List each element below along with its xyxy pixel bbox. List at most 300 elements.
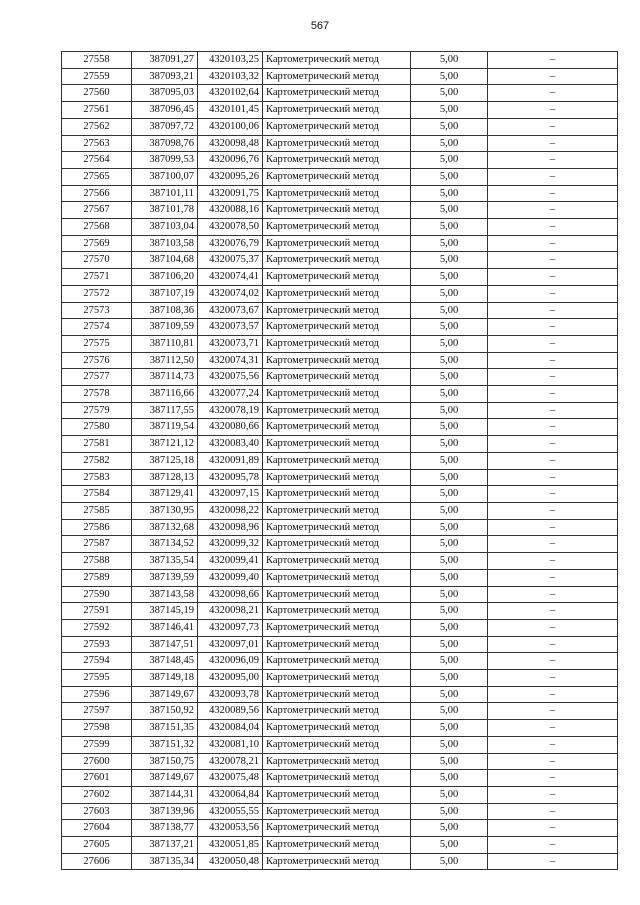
- point-number-cell: 27587: [62, 536, 132, 553]
- table-row: [62, 837, 618, 854]
- y-coordinate-cell: 4320103,25: [198, 52, 263, 69]
- accuracy-cell: 5,00: [411, 736, 488, 753]
- accuracy-cell: 5,00: [411, 837, 488, 854]
- description-cell: –: [488, 419, 618, 436]
- x-coordinate-cell: 387134,52: [132, 536, 198, 553]
- table-row: [62, 335, 618, 352]
- point-number-cell: 27601: [62, 770, 132, 787]
- method-cell: Картометрический метод: [263, 636, 411, 653]
- table-row: [62, 102, 618, 119]
- method-cell: Картометрический метод: [263, 118, 411, 135]
- method-cell: Картометрический метод: [263, 686, 411, 703]
- method-cell: Картометрический метод: [263, 853, 411, 870]
- y-coordinate-cell: 4320084,04: [198, 720, 263, 737]
- y-coordinate-cell: 4320076,79: [198, 235, 263, 252]
- table-row: [62, 736, 618, 753]
- y-coordinate-cell: 4320097,15: [198, 486, 263, 503]
- table-row: [62, 269, 618, 286]
- accuracy-cell: 5,00: [411, 185, 488, 202]
- method-cell: Картометрический метод: [263, 252, 411, 269]
- accuracy-cell: 5,00: [411, 402, 488, 419]
- y-coordinate-cell: 4320101,45: [198, 102, 263, 119]
- y-coordinate-cell: 4320093,78: [198, 686, 263, 703]
- description-cell: –: [488, 703, 618, 720]
- y-coordinate-cell: 4320081,10: [198, 736, 263, 753]
- description-cell: –: [488, 853, 618, 870]
- x-coordinate-cell: 387112,50: [132, 352, 198, 369]
- y-coordinate-cell: 4320073,67: [198, 302, 263, 319]
- point-number-cell: 27565: [62, 168, 132, 185]
- x-coordinate-cell: 387139,59: [132, 569, 198, 586]
- description-cell: –: [488, 753, 618, 770]
- accuracy-cell: 5,00: [411, 720, 488, 737]
- method-cell: Картометрический метод: [263, 670, 411, 687]
- x-coordinate-cell: 387130,95: [132, 502, 198, 519]
- description-cell: –: [488, 586, 618, 603]
- x-coordinate-cell: 387096,45: [132, 102, 198, 119]
- y-coordinate-cell: 4320073,71: [198, 335, 263, 352]
- x-coordinate-cell: 387146,41: [132, 619, 198, 636]
- x-coordinate-cell: 387144,31: [132, 786, 198, 803]
- point-number-cell: 27576: [62, 352, 132, 369]
- x-coordinate-cell: 387129,41: [132, 486, 198, 503]
- table-row: [62, 135, 618, 152]
- accuracy-cell: 5,00: [411, 502, 488, 519]
- x-coordinate-cell: 387148,45: [132, 653, 198, 670]
- table-row: [62, 803, 618, 820]
- y-coordinate-cell: 4320078,19: [198, 402, 263, 419]
- table-row: [62, 686, 618, 703]
- description-cell: –: [488, 486, 618, 503]
- table-row: [62, 235, 618, 252]
- method-cell: Картометрический метод: [263, 419, 411, 436]
- table-row: [62, 352, 618, 369]
- y-coordinate-cell: 4320074,31: [198, 352, 263, 369]
- table-row: [62, 68, 618, 85]
- method-cell: Картометрический метод: [263, 452, 411, 469]
- y-coordinate-cell: 4320075,48: [198, 770, 263, 787]
- point-number-cell: 27590: [62, 586, 132, 603]
- description-cell: –: [488, 452, 618, 469]
- accuracy-cell: 5,00: [411, 319, 488, 336]
- table-row: [62, 519, 618, 536]
- description-cell: –: [488, 603, 618, 620]
- accuracy-cell: 5,00: [411, 452, 488, 469]
- table-row: [62, 168, 618, 185]
- x-coordinate-cell: 387150,75: [132, 753, 198, 770]
- y-coordinate-cell: 4320073,57: [198, 319, 263, 336]
- description-cell: –: [488, 770, 618, 787]
- point-number-cell: 27599: [62, 736, 132, 753]
- description-cell: –: [488, 536, 618, 553]
- method-cell: Картометрический метод: [263, 185, 411, 202]
- point-number-cell: 27566: [62, 185, 132, 202]
- accuracy-cell: 5,00: [411, 686, 488, 703]
- y-coordinate-cell: 4320055,55: [198, 803, 263, 820]
- method-cell: Картометрический метод: [263, 402, 411, 419]
- table-row: [62, 369, 618, 386]
- x-coordinate-cell: 387150,92: [132, 703, 198, 720]
- point-number-cell: 27596: [62, 686, 132, 703]
- accuracy-cell: 5,00: [411, 335, 488, 352]
- accuracy-cell: 5,00: [411, 820, 488, 837]
- description-cell: –: [488, 402, 618, 419]
- description-cell: –: [488, 235, 618, 252]
- x-coordinate-cell: 387128,13: [132, 469, 198, 486]
- description-cell: –: [488, 569, 618, 586]
- x-coordinate-cell: 387151,32: [132, 736, 198, 753]
- y-coordinate-cell: 4320074,02: [198, 285, 263, 302]
- x-coordinate-cell: 387100,07: [132, 168, 198, 185]
- y-coordinate-cell: 4320078,21: [198, 753, 263, 770]
- description-cell: –: [488, 837, 618, 854]
- method-cell: Картометрический метод: [263, 352, 411, 369]
- y-coordinate-cell: 4320075,37: [198, 252, 263, 269]
- table-row: [62, 469, 618, 486]
- point-number-cell: 27561: [62, 102, 132, 119]
- accuracy-cell: 5,00: [411, 68, 488, 85]
- description-cell: –: [488, 52, 618, 69]
- point-number-cell: 27578: [62, 386, 132, 403]
- method-cell: Картометрический метод: [263, 553, 411, 570]
- point-number-cell: 27570: [62, 252, 132, 269]
- point-number-cell: 27606: [62, 853, 132, 870]
- table-row: [62, 252, 618, 269]
- x-coordinate-cell: 387145,19: [132, 603, 198, 620]
- table-row: [62, 185, 618, 202]
- y-coordinate-cell: 4320095,78: [198, 469, 263, 486]
- description-cell: –: [488, 670, 618, 687]
- y-coordinate-cell: 4320098,66: [198, 586, 263, 603]
- y-coordinate-cell: 4320103,32: [198, 68, 263, 85]
- point-number-cell: 27584: [62, 486, 132, 503]
- y-coordinate-cell: 4320096,76: [198, 152, 263, 169]
- table-row: [62, 386, 618, 403]
- accuracy-cell: 5,00: [411, 653, 488, 670]
- point-number-cell: 27568: [62, 219, 132, 236]
- y-coordinate-cell: 4320091,75: [198, 185, 263, 202]
- accuracy-cell: 5,00: [411, 135, 488, 152]
- description-cell: –: [488, 653, 618, 670]
- x-coordinate-cell: 387114,73: [132, 369, 198, 386]
- accuracy-cell: 5,00: [411, 269, 488, 286]
- accuracy-cell: 5,00: [411, 670, 488, 687]
- x-coordinate-cell: 387139,96: [132, 803, 198, 820]
- y-coordinate-cell: 4320077,24: [198, 386, 263, 403]
- method-cell: Картометрический метод: [263, 369, 411, 386]
- coordinates-table: [61, 51, 618, 870]
- accuracy-cell: 5,00: [411, 753, 488, 770]
- accuracy-cell: 5,00: [411, 786, 488, 803]
- table-row: [62, 619, 618, 636]
- accuracy-cell: 5,00: [411, 302, 488, 319]
- method-cell: Картометрический метод: [263, 753, 411, 770]
- table-row: [62, 703, 618, 720]
- table-row: [62, 402, 618, 419]
- method-cell: Картометрический метод: [263, 152, 411, 169]
- table-row: [62, 653, 618, 670]
- accuracy-cell: 5,00: [411, 419, 488, 436]
- description-cell: –: [488, 102, 618, 119]
- table-row: [62, 202, 618, 219]
- x-coordinate-cell: 387143,58: [132, 586, 198, 603]
- method-cell: Картометрический метод: [263, 386, 411, 403]
- accuracy-cell: 5,00: [411, 619, 488, 636]
- accuracy-cell: 5,00: [411, 168, 488, 185]
- table-row: [62, 753, 618, 770]
- description-cell: –: [488, 736, 618, 753]
- method-cell: Картометрический метод: [263, 202, 411, 219]
- y-coordinate-cell: 4320091,89: [198, 452, 263, 469]
- accuracy-cell: 5,00: [411, 369, 488, 386]
- x-coordinate-cell: 387147,51: [132, 636, 198, 653]
- method-cell: Картометрический метод: [263, 302, 411, 319]
- point-number-cell: 27582: [62, 452, 132, 469]
- y-coordinate-cell: 4320080,66: [198, 419, 263, 436]
- point-number-cell: 27593: [62, 636, 132, 653]
- y-coordinate-cell: 4320098,21: [198, 603, 263, 620]
- x-coordinate-cell: 387151,35: [132, 720, 198, 737]
- x-coordinate-cell: 387116,66: [132, 386, 198, 403]
- description-cell: –: [488, 469, 618, 486]
- y-coordinate-cell: 4320097,73: [198, 619, 263, 636]
- table-row: [62, 452, 618, 469]
- y-coordinate-cell: 4320098,96: [198, 519, 263, 536]
- table-row: [62, 219, 618, 236]
- y-coordinate-cell: 4320064,84: [198, 786, 263, 803]
- table-row: [62, 118, 618, 135]
- method-cell: Картометрический метод: [263, 586, 411, 603]
- description-cell: –: [488, 519, 618, 536]
- accuracy-cell: 5,00: [411, 553, 488, 570]
- method-cell: Картометрический метод: [263, 519, 411, 536]
- x-coordinate-cell: 387125,18: [132, 452, 198, 469]
- method-cell: Картометрический метод: [263, 837, 411, 854]
- table-row: [62, 285, 618, 302]
- point-number-cell: 27597: [62, 703, 132, 720]
- table-row: [62, 152, 618, 169]
- method-cell: Картометрический метод: [263, 720, 411, 737]
- method-cell: Картометрический метод: [263, 536, 411, 553]
- y-coordinate-cell: 4320102,64: [198, 85, 263, 102]
- table-row: [62, 770, 618, 787]
- table-row: [62, 603, 618, 620]
- accuracy-cell: 5,00: [411, 803, 488, 820]
- point-number-cell: 27577: [62, 369, 132, 386]
- method-cell: Картометрический метод: [263, 502, 411, 519]
- table-row: [62, 486, 618, 503]
- method-cell: Картометрический метод: [263, 736, 411, 753]
- accuracy-cell: 5,00: [411, 85, 488, 102]
- point-number-cell: 27591: [62, 603, 132, 620]
- description-cell: –: [488, 820, 618, 837]
- table-row: [62, 502, 618, 519]
- accuracy-cell: 5,00: [411, 586, 488, 603]
- table-row: [62, 85, 618, 102]
- x-coordinate-cell: 387138,77: [132, 820, 198, 837]
- table-row: [62, 853, 618, 870]
- point-number-cell: 27585: [62, 502, 132, 519]
- method-cell: Картометрический метод: [263, 569, 411, 586]
- description-cell: –: [488, 335, 618, 352]
- point-number-cell: 27564: [62, 152, 132, 169]
- accuracy-cell: 5,00: [411, 252, 488, 269]
- description-cell: –: [488, 369, 618, 386]
- accuracy-cell: 5,00: [411, 352, 488, 369]
- x-coordinate-cell: 387110,81: [132, 335, 198, 352]
- table-row: [62, 636, 618, 653]
- y-coordinate-cell: 4320089,56: [198, 703, 263, 720]
- accuracy-cell: 5,00: [411, 486, 488, 503]
- accuracy-cell: 5,00: [411, 436, 488, 453]
- method-cell: Картометрический метод: [263, 168, 411, 185]
- point-number-cell: 27595: [62, 670, 132, 687]
- point-number-cell: 27604: [62, 820, 132, 837]
- y-coordinate-cell: 4320053,56: [198, 820, 263, 837]
- method-cell: Картометрический метод: [263, 102, 411, 119]
- description-cell: –: [488, 553, 618, 570]
- x-coordinate-cell: 387098,76: [132, 135, 198, 152]
- table-row: [62, 820, 618, 837]
- y-coordinate-cell: 4320098,22: [198, 502, 263, 519]
- x-coordinate-cell: 387107,19: [132, 285, 198, 302]
- accuracy-cell: 5,00: [411, 603, 488, 620]
- y-coordinate-cell: 4320099,40: [198, 569, 263, 586]
- description-cell: –: [488, 786, 618, 803]
- x-coordinate-cell: 387101,78: [132, 202, 198, 219]
- x-coordinate-cell: 387132,68: [132, 519, 198, 536]
- point-number-cell: 27573: [62, 302, 132, 319]
- point-number-cell: 27592: [62, 619, 132, 636]
- accuracy-cell: 5,00: [411, 770, 488, 787]
- table-row: [62, 536, 618, 553]
- accuracy-cell: 5,00: [411, 52, 488, 69]
- point-number-cell: 27600: [62, 753, 132, 770]
- accuracy-cell: 5,00: [411, 536, 488, 553]
- x-coordinate-cell: 387117,55: [132, 402, 198, 419]
- method-cell: Картометрический метод: [263, 219, 411, 236]
- description-cell: –: [488, 319, 618, 336]
- accuracy-cell: 5,00: [411, 285, 488, 302]
- description-cell: –: [488, 686, 618, 703]
- table-row: [62, 436, 618, 453]
- y-coordinate-cell: 4320083,40: [198, 436, 263, 453]
- x-coordinate-cell: 387091,27: [132, 52, 198, 69]
- description-cell: –: [488, 636, 618, 653]
- accuracy-cell: 5,00: [411, 386, 488, 403]
- point-number-cell: 27575: [62, 335, 132, 352]
- accuracy-cell: 5,00: [411, 853, 488, 870]
- point-number-cell: 27563: [62, 135, 132, 152]
- table-row: [62, 52, 618, 69]
- point-number-cell: 27558: [62, 52, 132, 69]
- point-number-cell: 27588: [62, 553, 132, 570]
- description-cell: –: [488, 68, 618, 85]
- accuracy-cell: 5,00: [411, 469, 488, 486]
- description-cell: –: [488, 302, 618, 319]
- point-number-cell: 27580: [62, 419, 132, 436]
- y-coordinate-cell: 4320050,48: [198, 853, 263, 870]
- y-coordinate-cell: 4320097,01: [198, 636, 263, 653]
- accuracy-cell: 5,00: [411, 118, 488, 135]
- description-cell: –: [488, 269, 618, 286]
- x-coordinate-cell: 387109,59: [132, 319, 198, 336]
- x-coordinate-cell: 387106,20: [132, 269, 198, 286]
- method-cell: Картометрический метод: [263, 603, 411, 620]
- accuracy-cell: 5,00: [411, 102, 488, 119]
- table-body: [62, 52, 618, 870]
- x-coordinate-cell: 387135,54: [132, 553, 198, 570]
- description-cell: –: [488, 152, 618, 169]
- accuracy-cell: 5,00: [411, 152, 488, 169]
- y-coordinate-cell: 4320099,41: [198, 553, 263, 570]
- method-cell: Картометрический метод: [263, 52, 411, 69]
- table-row: [62, 786, 618, 803]
- x-coordinate-cell: 387097,72: [132, 118, 198, 135]
- x-coordinate-cell: 387108,36: [132, 302, 198, 319]
- accuracy-cell: 5,00: [411, 219, 488, 236]
- method-cell: Картометрический метод: [263, 85, 411, 102]
- method-cell: Картометрический метод: [263, 135, 411, 152]
- x-coordinate-cell: 387137,21: [132, 837, 198, 854]
- description-cell: –: [488, 803, 618, 820]
- point-number-cell: 27569: [62, 235, 132, 252]
- y-coordinate-cell: 4320095,26: [198, 168, 263, 185]
- y-coordinate-cell: 4320075,56: [198, 369, 263, 386]
- description-cell: –: [488, 619, 618, 636]
- method-cell: Картометрический метод: [263, 285, 411, 302]
- method-cell: Картометрический метод: [263, 235, 411, 252]
- description-cell: –: [488, 436, 618, 453]
- x-coordinate-cell: 387103,04: [132, 219, 198, 236]
- method-cell: Картометрический метод: [263, 486, 411, 503]
- description-cell: –: [488, 85, 618, 102]
- table-row: [62, 419, 618, 436]
- method-cell: Картометрический метод: [263, 436, 411, 453]
- table-row: [62, 569, 618, 586]
- x-coordinate-cell: 387101,11: [132, 185, 198, 202]
- method-cell: Картометрический метод: [263, 820, 411, 837]
- point-number-cell: 27579: [62, 402, 132, 419]
- point-number-cell: 27589: [62, 569, 132, 586]
- description-cell: –: [488, 285, 618, 302]
- point-number-cell: 27603: [62, 803, 132, 820]
- table-row: [62, 720, 618, 737]
- accuracy-cell: 5,00: [411, 703, 488, 720]
- accuracy-cell: 5,00: [411, 569, 488, 586]
- point-number-cell: 27586: [62, 519, 132, 536]
- x-coordinate-cell: 387149,67: [132, 770, 198, 787]
- description-cell: –: [488, 502, 618, 519]
- point-number-cell: 27602: [62, 786, 132, 803]
- point-number-cell: 27562: [62, 118, 132, 135]
- description-cell: –: [488, 219, 618, 236]
- method-cell: Картометрический метод: [263, 653, 411, 670]
- point-number-cell: 27583: [62, 469, 132, 486]
- description-cell: –: [488, 720, 618, 737]
- page-number: 567: [310, 20, 330, 32]
- y-coordinate-cell: 4320095,00: [198, 670, 263, 687]
- method-cell: Картометрический метод: [263, 770, 411, 787]
- x-coordinate-cell: 387149,67: [132, 686, 198, 703]
- accuracy-cell: 5,00: [411, 636, 488, 653]
- point-number-cell: 27605: [62, 837, 132, 854]
- x-coordinate-cell: 387093,21: [132, 68, 198, 85]
- y-coordinate-cell: 4320099,32: [198, 536, 263, 553]
- method-cell: Картометрический метод: [263, 68, 411, 85]
- y-coordinate-cell: 4320074,41: [198, 269, 263, 286]
- accuracy-cell: 5,00: [411, 235, 488, 252]
